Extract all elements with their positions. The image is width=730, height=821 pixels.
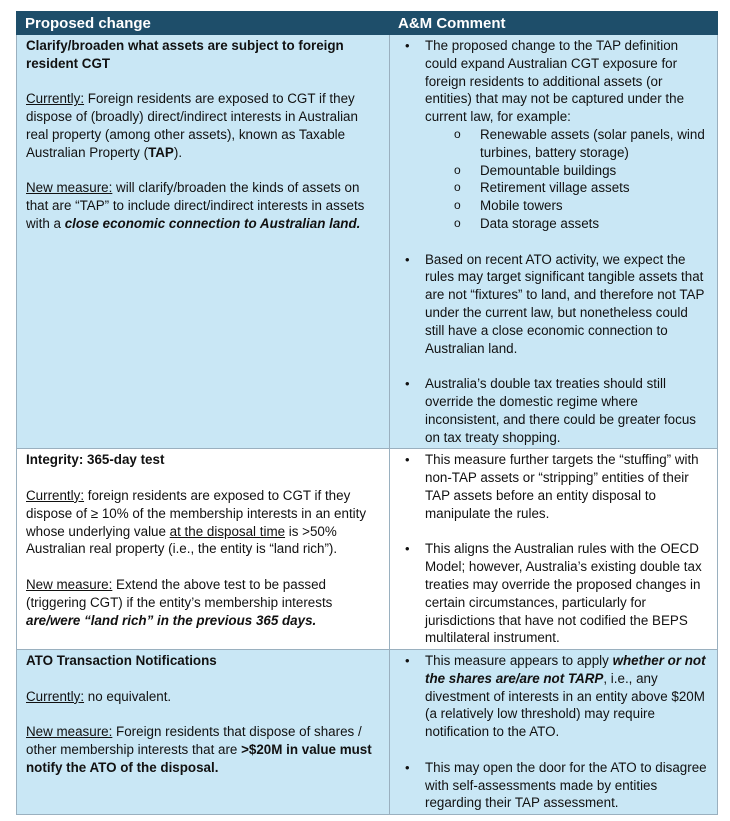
comparison-table: [16, 11, 718, 815]
sub-item: o Retirement village assets: [480, 179, 709, 197]
table-row: [17, 449, 718, 650]
comment-bullet: • Based on recent ATO activity, we expect the rules may target significant tangible assets that are not “fixtures” to land, and therefore not TAP under the current law, but nonetheless could still have a close economic connection to Australian land.: [425, 251, 709, 358]
new-measure-text: New measure: will clarify/broaden the kinds of assets on that are “TAP” to include direct/indirect interests in assets with a close economic connection to Australian land.: [26, 180, 365, 231]
sub-list: [425, 126, 709, 233]
comment-list: [398, 451, 709, 647]
currently-text: Currently: Foreign residents are exposed to CGT if they dispose of (broadly) direct/indirect interests in Australian real property (among other assets), known as Taxable Australian Property (TAP).: [26, 91, 358, 160]
comment-bullet: • The proposed change to the TAP definition could expand Australian CGT exposure for foreign residents to additional assets (or entities) that may not be captured under the current law, for example: o Renewable assets (solar panels, wind turbines, battery storage) o Demountable buildings o Retirement village assets o Mobile towers o Data storage assets: [425, 37, 709, 233]
comment-bullet: • This aligns the Australian rules with the OECD Model; however, Australia’s existing double tax treaties may override the proposed changes in certain circumstances, particularly for jurisdictions that have not codified the BEPS multilateral instrument.: [425, 540, 709, 647]
row-title: ATO Transaction Notifications: [26, 653, 217, 669]
comment-cell: [390, 35, 718, 449]
comment-bullet: • This measure further targets the “stuffing” with non-TAP assets or “stripping” entities of their TAP assets before an entity disposal to manipulate the rules.: [425, 451, 709, 522]
proposed-change-cell: [17, 650, 390, 815]
table-header-row: [17, 12, 718, 35]
proposed-change-cell: [17, 35, 390, 449]
comment-list: [398, 652, 709, 812]
currently-text: Currently: no equivalent.: [26, 688, 172, 704]
currently-label: Currently:: [26, 487, 85, 503]
sub-item: o Mobile towers: [480, 197, 709, 215]
new-measure-label: New measure:: [26, 724, 113, 740]
currently-label: Currently:: [26, 91, 85, 107]
row-title: Integrity: 365-day test: [26, 452, 165, 468]
currently-label: Currently:: [26, 688, 85, 704]
row-title: Clarify/broaden what assets are subject to foreign resident CGT: [26, 38, 344, 71]
comment-cell: [390, 650, 718, 815]
comment-cell: [390, 449, 718, 650]
sub-item: o Demountable buildings: [480, 162, 709, 180]
sub-item: o Data storage assets: [480, 215, 709, 233]
sub-item: o Renewable assets (solar panels, wind turbines, battery storage): [480, 126, 709, 162]
new-measure-label: New measure:: [26, 576, 113, 592]
comment-bullet: • This may open the door for the ATO to disagree with self-assessments made by entities regarding their TAP assessment.: [425, 759, 709, 812]
proposed-change-cell: [17, 449, 390, 650]
new-measure-text: New measure: Extend the above test to be passed (triggering CGT) if the entity’s membership interests are/were “land rich” in the previous 365 days.: [26, 576, 333, 628]
new-measure-text: New measure: Foreign residents that dispose of shares / other membership interests that are >$20M in value must notify the ATO of the disposal.: [26, 724, 372, 775]
header-proposed-change: Proposed change: [17, 12, 390, 35]
comment-list: [398, 37, 709, 446]
new-measure-label: New measure:: [26, 180, 113, 196]
table-row: [17, 650, 718, 815]
comment-bullet: • This measure appears to apply whether or not the shares are/are not TARP, i.e., any divestment of interests in an entity above $20M (a relatively low threshold) may require notification to the ATO.: [425, 652, 709, 741]
currently-text: Currently: foreign residents are exposed to CGT if they dispose of ≥ 10% of the membership interests in an entity whose underlying value at the disposal time is >50% Australian real property (i.e., the entity is “land rich”).: [26, 487, 367, 557]
header-am-comment: A&M Comment: [390, 12, 718, 35]
comment-bullet: • Australia’s double tax treaties should still override the domestic regime where inconsistent, and there could be greater focus on tax treaty shopping.: [425, 375, 709, 446]
table-row: [17, 35, 718, 449]
